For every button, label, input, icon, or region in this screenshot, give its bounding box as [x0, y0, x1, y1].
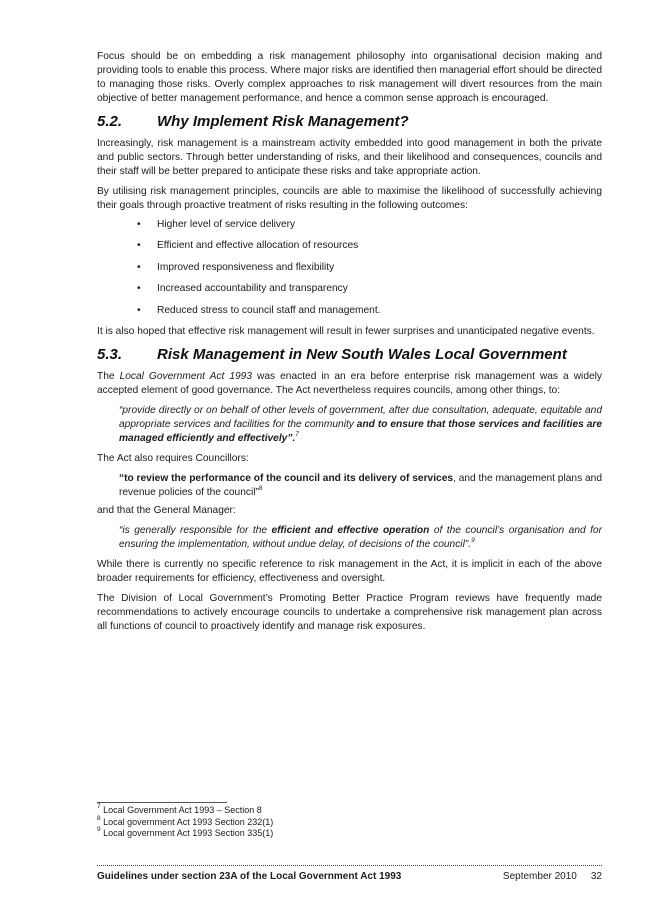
list-item: • Efficient and effective allocation of resources [137, 240, 359, 252]
footnote: $^7$ Local Government Act 1993 – Section 8 [97, 803, 262, 815]
paragraph: The Act also requires Councillors: [97, 452, 249, 464]
paragraph: Increasingly, risk management is a mainstream activity embedded into good management in both the private and public sectors. Through better understanding of risks, and their likelihood and consequences, councils and their staff will be better prepared to anticipate these risks and take appropriate action. [97, 138, 602, 177]
list-item: • Improved responsiveness and flexibility [137, 261, 335, 273]
page-number: 32 [590, 871, 602, 882]
section-number: 5.3. [97, 345, 123, 363]
section-title: Why Implement Risk Management? [157, 113, 409, 130]
act-name: Local Government Act 1993 [119, 370, 252, 382]
bullet-icon: • [137, 219, 141, 230]
section-number: 5.2. [97, 113, 123, 130]
page-footer [97, 871, 602, 882]
footnote-divider [97, 802, 227, 803]
list-item: • Higher level of service delivery [137, 219, 296, 230]
paragraph: It is also hoped that effective risk management will result in fewer surprises and unanticipated negative events. [97, 325, 595, 337]
bullet-icon: • [137, 240, 141, 252]
quote-block: “is generally responsible for the efficient and effective operation of the council’s organisation and for ensuring the implementation, without undue delay, of decisions of the council”.$^9$ [119, 524, 602, 550]
footer-date: September 2010 [502, 871, 577, 882]
footer-meta [503, 871, 602, 882]
footnote: $^9$ Local government Act 1993 Section 335(1) [97, 826, 274, 838]
quote-block: “to review the performance of the council and its delivery of services, and the management plans and revenue policies of the council”$^8$ [119, 472, 602, 498]
section-heading-5-2 [97, 112, 602, 132]
section-heading-5-3 [97, 345, 602, 365]
bullet-icon: • [137, 261, 141, 273]
footnote: $^8$ Local government Act 1993 Section 232(1) [97, 814, 274, 827]
footnote-ref[interactable]: 7 [295, 430, 299, 438]
footnote-ref[interactable]: 9 [471, 536, 475, 544]
bullet-icon: • [137, 304, 141, 316]
footer-divider [97, 865, 602, 866]
outcomes-list [97, 218, 602, 318]
paragraph: While there is currently no specific reference to risk management in the Act, it is implicit in each of the above broader requirements for efficiency, effectiveness and oversight. [97, 558, 602, 584]
paragraph: The Division of Local Government’s Promoting Better Practice Program reviews have frequently made recommendations to actively encourage councils to undertake a comprehensive risk management plan across all functions of council to proactively identify and manage risk exposures. [97, 592, 602, 632]
page-body [97, 50, 602, 634]
quote-block: “provide directly or on behalf of other levels of government, after due consultation, adequate, equitable and appropriate services and facilities for the community and to ensure that those services and facilities are managed efficiently and effectively”.$^7$ [119, 404, 603, 444]
paragraph: The Local Government Act 1993 was enacted in an era before enterprise risk management was a widely accepted element of good governance. The Act nevertheless requires councils, among other things, to: [97, 370, 603, 396]
list-item: • Increased accountability and transparency [137, 283, 348, 295]
bullet-icon: • [137, 283, 141, 295]
footnote-ref[interactable]: 8 [258, 484, 263, 492]
footnotes [97, 805, 602, 840]
footer-title: Guidelines under section 23A of the Local Government Act 1993 [97, 871, 402, 882]
intro-paragraph: Focus should be on embedding a risk management philosophy into organisational decision making and providing tools to enable this process. Where major risks are identified then managerial effort should be directed to managing those risks. Overly complex approaches to risk management will divert resources from the main objective of better management performance, and hence a common sense approach is encouraged. [97, 51, 602, 104]
section-title: Risk Management in New South Wales Local Government [157, 345, 567, 363]
list-item: • Reduced stress to council staff and management. [137, 304, 381, 316]
paragraph: and that the General Manager: [97, 504, 236, 516]
paragraph: By utilising risk management principles, councils are able to maximise the likelihood of successfully achieving their goals through proactive treatment of risks resulting in the following outcomes: [97, 186, 602, 211]
